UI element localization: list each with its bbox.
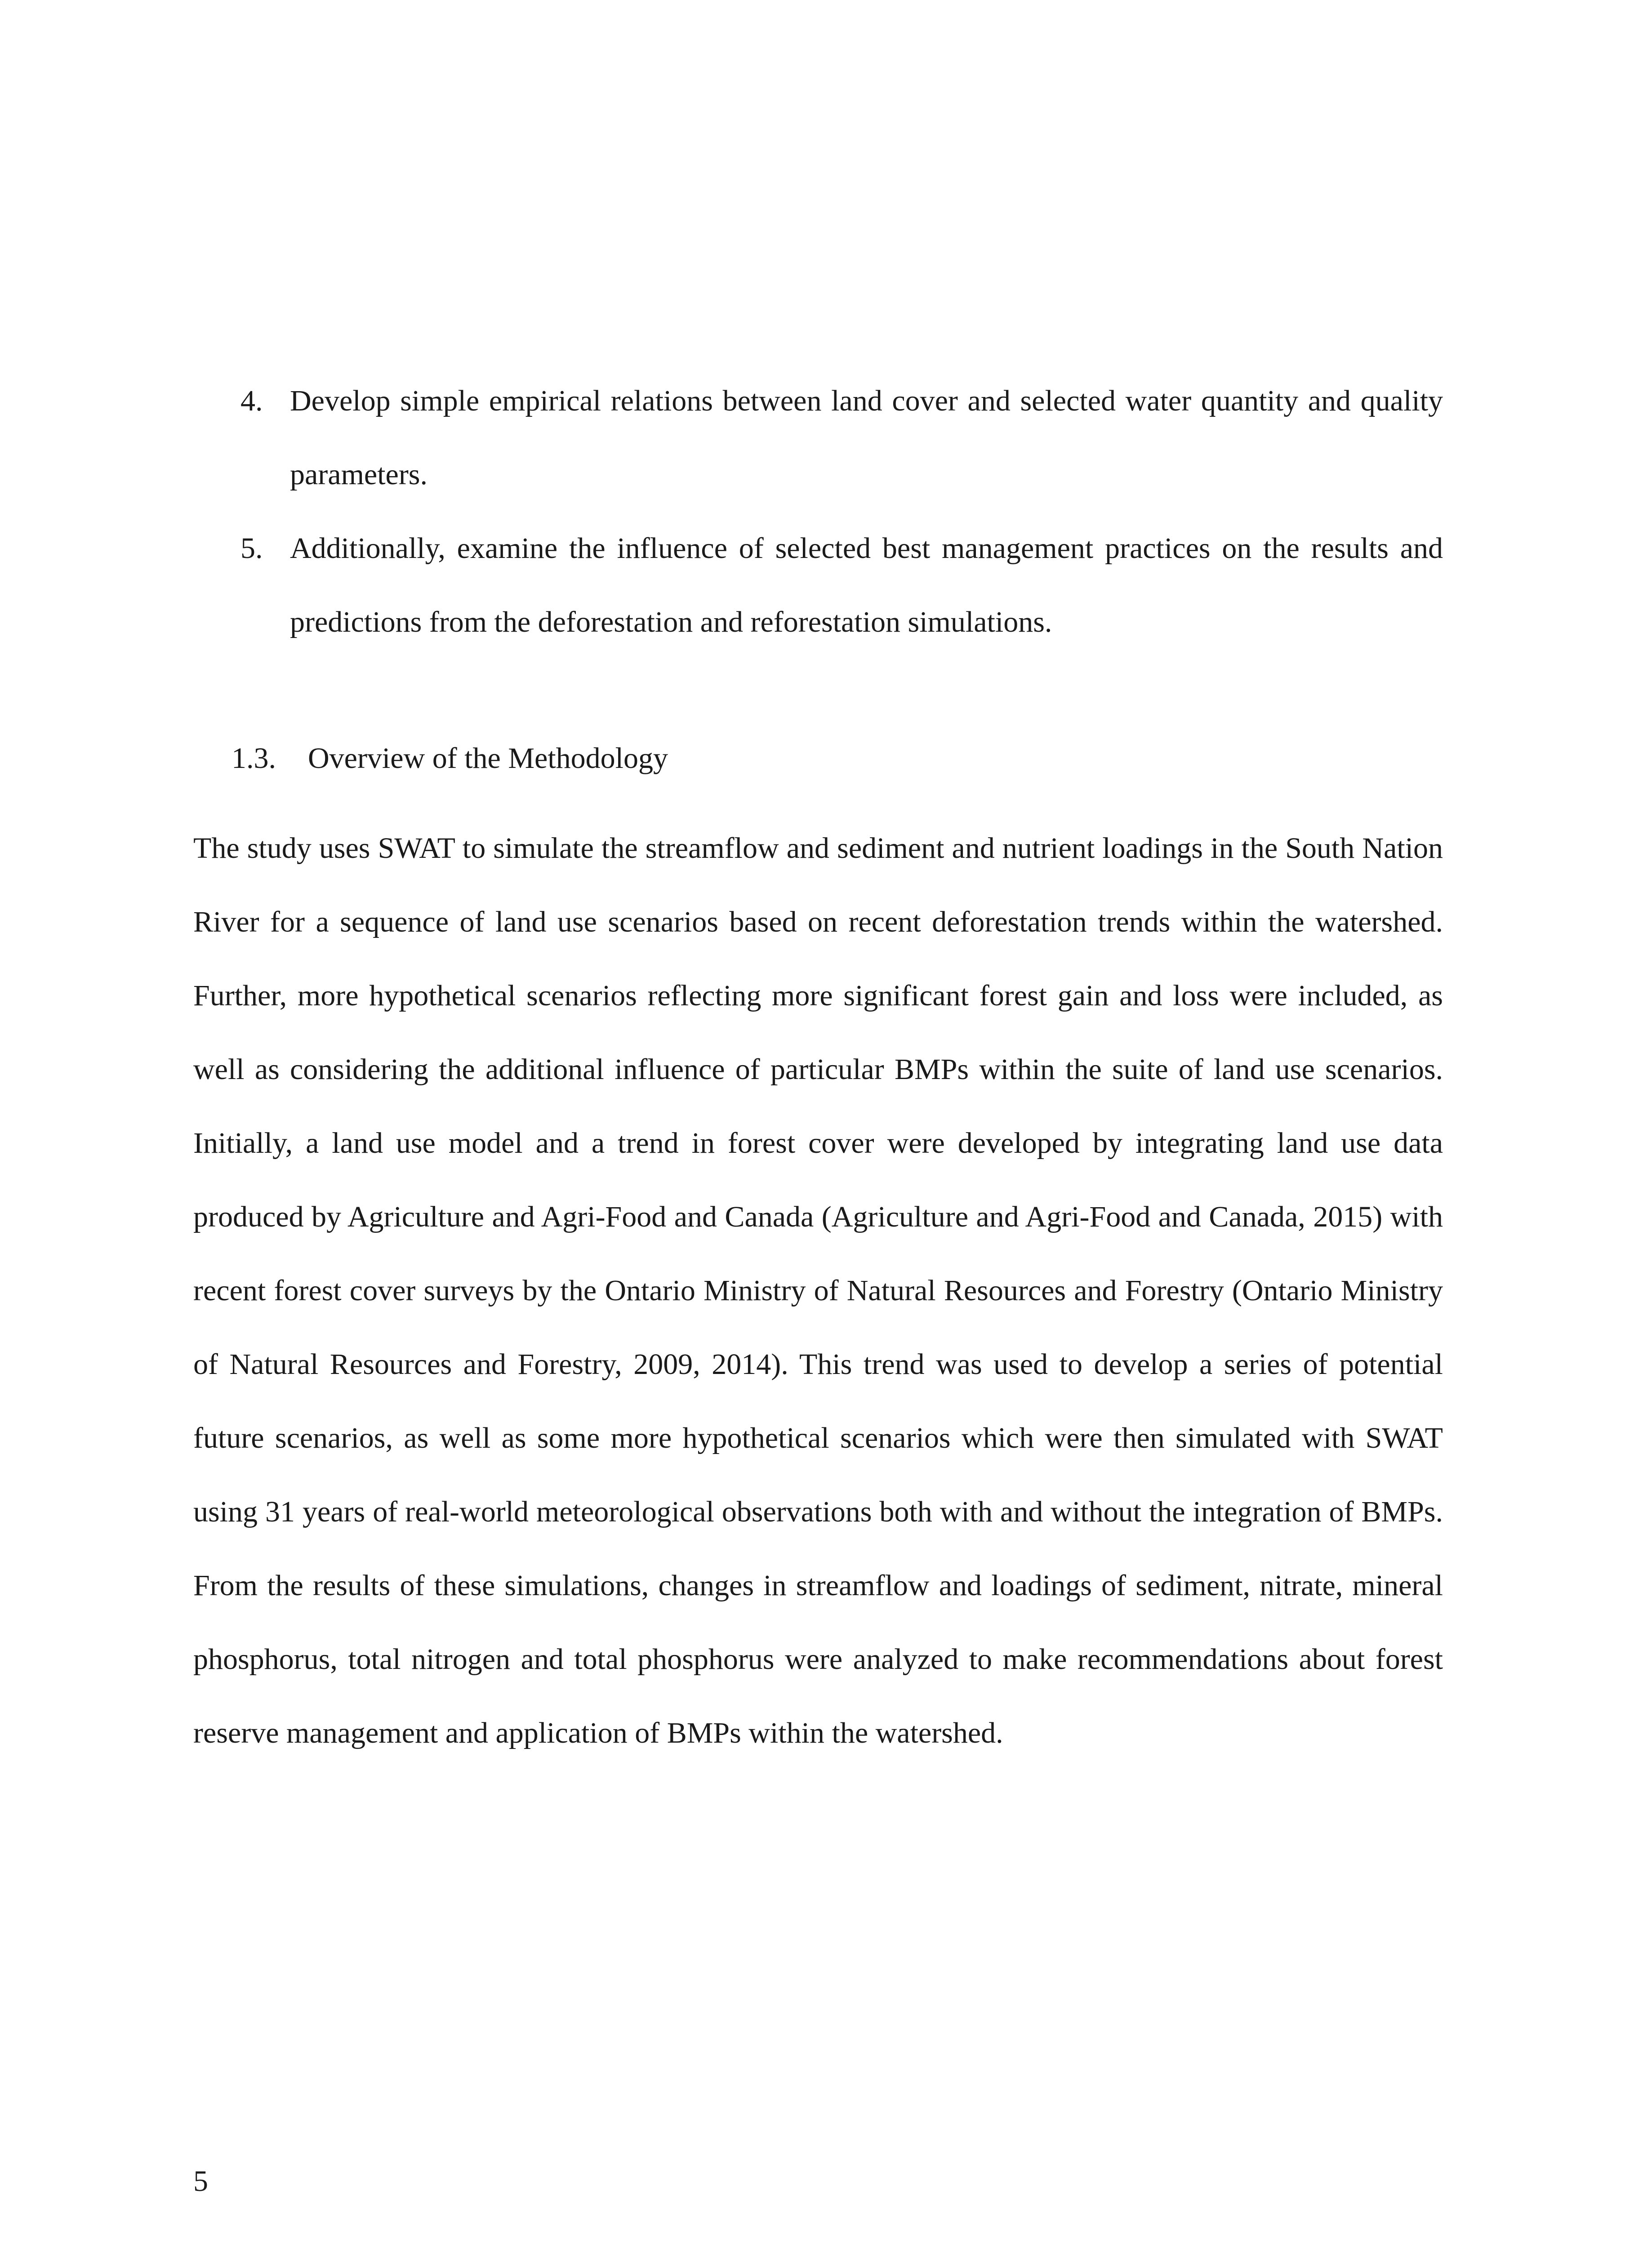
body-paragraph: The study uses SWAT to simulate the streamflow and sediment and nutrient loadings in the South Nation River for a sequence of land use scenarios based on recent deforestation trends within the watershed. Further, more hypothetical scenarios reflecting more significant forest gain and loss were included, as well as considering the additional influence of particular BMPs within the suite of land use scenarios. Initially, a land use model and a trend in forest cover were developed by integrating land use data produced by Agriculture and Agri-Food and Canada (Agriculture and Agri-Food and Canada, 2015) with recent forest cover surveys by the Ontario Ministry of Natural Resources and Forestry (Ontario Ministry of Natural Resources and Forestry, 2009, 2014). This trend was used to develop a series of potential future scenarios, as well as some more hypothetical scenarios which were then simulated with SWAT using 31 years of real-world meteorological observations both with and without the integration of BMPs. From the results of these simulations, changes in streamflow and loadings of sediment, nitrate, mineral phosphorus, total nitrogen and total phosphorus were analyzed to make recommendations about forest reserve management and application of BMPs within the watershed.: [193, 832, 1443, 1749]
list-item: [193, 364, 1443, 512]
section-title: Overview of the Methodology: [308, 742, 668, 775]
page-number: 5: [193, 2165, 208, 2198]
list-item-text: Additionally, examine the influence of selected best management practices on the results and predictions from the deforestation and reforestation simulations.: [290, 532, 1443, 638]
objectives-list: [193, 364, 1443, 659]
list-item-number: 4.: [240, 384, 263, 417]
section-number: 1.3.: [232, 742, 276, 775]
section-heading: [232, 722, 668, 795]
list-item-text: Develop simple empirical relations between land cover and selected water quantity and quality parameters.: [290, 384, 1443, 491]
list-item-number: 5.: [240, 532, 263, 565]
list-item: [193, 512, 1443, 659]
